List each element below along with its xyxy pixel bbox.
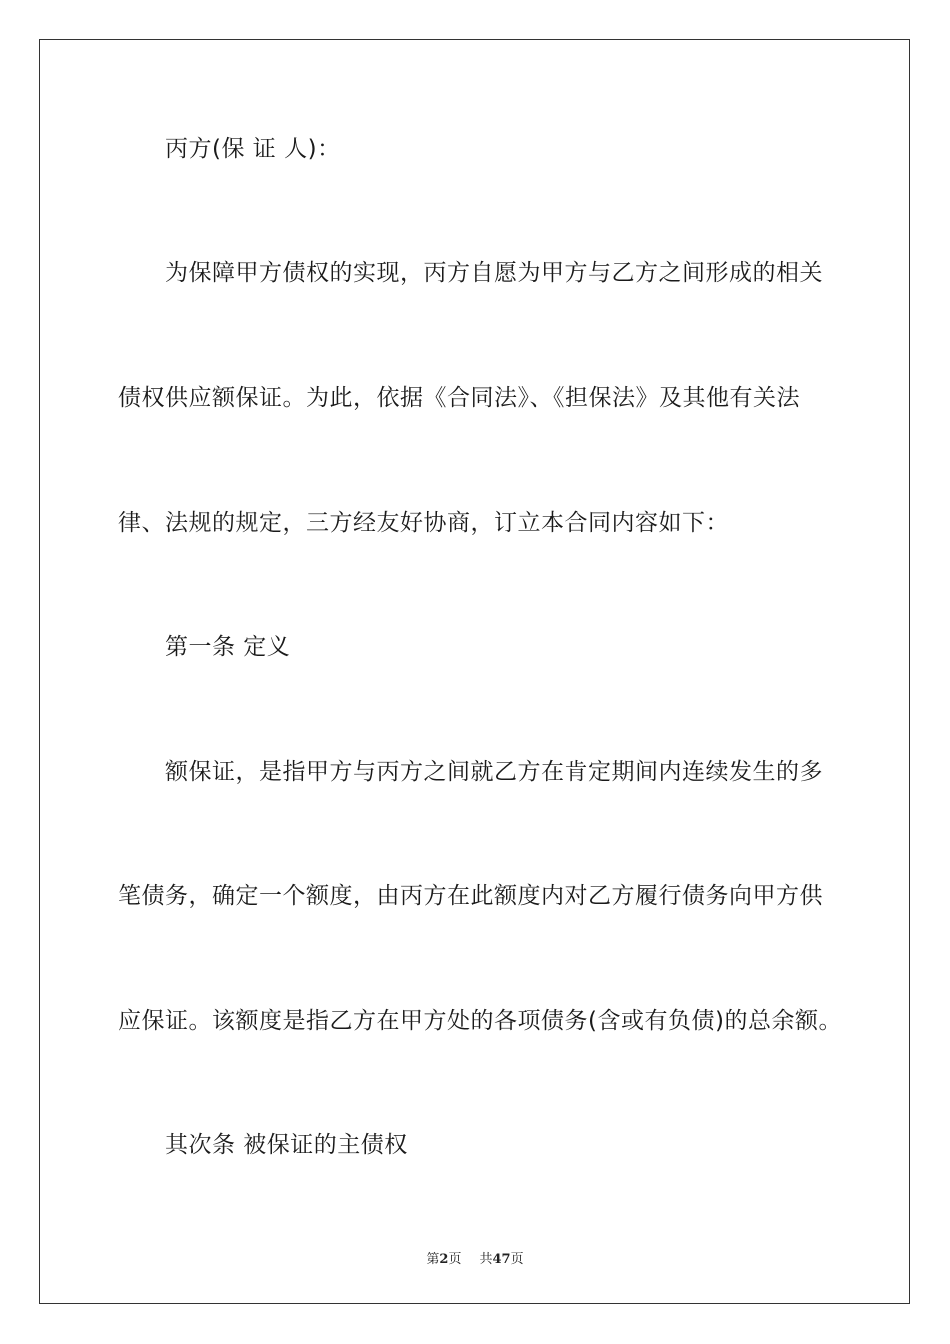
page-footer — [0, 1248, 950, 1267]
page-prefix: 第 — [426, 1252, 440, 1267]
total-unit: 页 — [510, 1252, 524, 1267]
article-heading: 其次条 被保证的主债权 — [165, 1132, 408, 1158]
page-border — [39, 39, 910, 1304]
page-unit: 页 — [448, 1252, 462, 1267]
page-total: 47 — [492, 1252, 511, 1267]
paragraph-line: 额保证，是指甲方与丙方之间就乙方在肯定期间内连续发生的多 — [165, 759, 823, 785]
paragraph-line: 律、法规的规定，三方经友好协商，订立本合同内容如下： — [118, 510, 729, 536]
article-heading: 第一条 定义 — [165, 634, 291, 660]
paragraph-line: 为保障甲方债权的实现，丙方自愿为甲方与乙方之间形成的相关 — [165, 260, 823, 286]
paragraph-line: 应保证。该额度是指乙方在甲方处的各项债务(含或有负债)的总余额。 — [118, 1008, 842, 1034]
page-current: 2 — [439, 1252, 449, 1267]
paragraph-line: 笔债务，确定一个额度，由丙方在此额度内对乙方履行债务向甲方供 — [118, 883, 823, 909]
total-prefix: 共 — [479, 1252, 493, 1267]
guarantor-party-label: 丙方(保 证 人)： — [165, 136, 341, 162]
paragraph-line: 债权供应额保证。为此，依据《合同法》、《担保法》及其他有关法 — [118, 385, 800, 411]
